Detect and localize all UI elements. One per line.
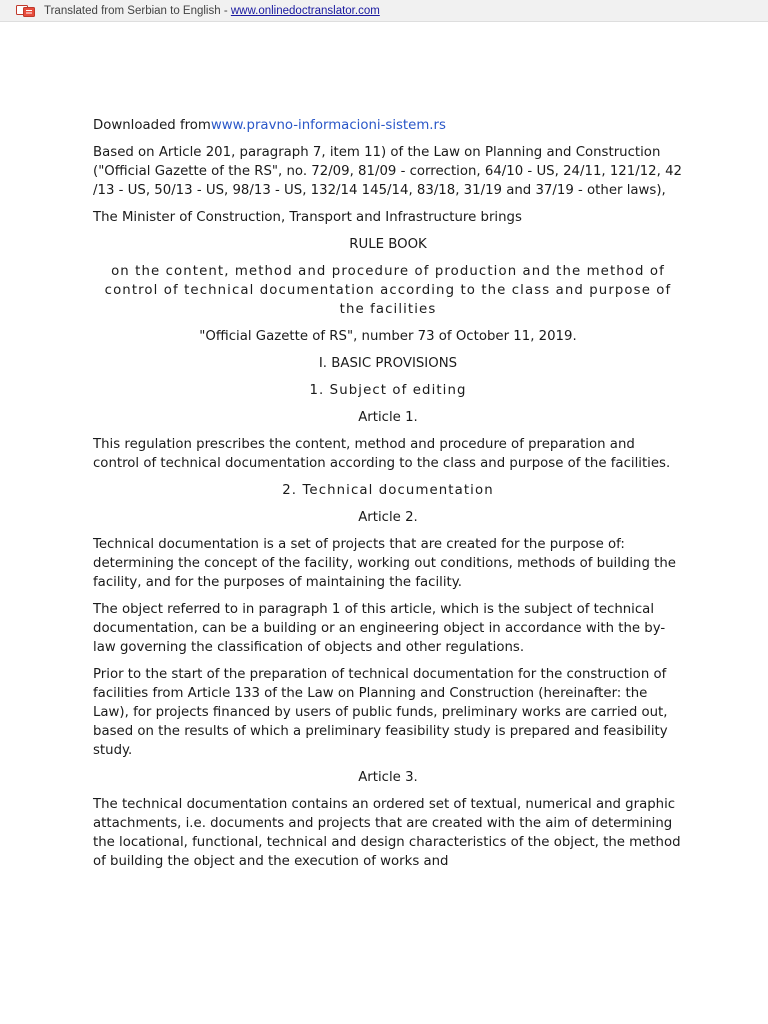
translator-logo-icon xyxy=(16,5,36,17)
source-link[interactable]: www.pravno-informacioni-sistem.rs xyxy=(210,118,446,133)
translator-link[interactable]: www.onlinedoctranslator.com xyxy=(230,4,380,17)
downloaded-from-label: Downloaded from xyxy=(93,118,211,133)
article-2-heading: Article 2. xyxy=(358,510,418,525)
translator-notice-text: Translated from Serbian to English - xyxy=(44,4,231,17)
subsection-heading-subject: 1. Subject of editing xyxy=(309,383,467,398)
article-2-paragraph-3: Prior to the start of the preparation of technical documentation for the construction of facilities from Article 133 of the Law on Planning and Construction (hereinafter: the Law), for projects financed by users of public funds, preliminary works are carried out, based on the results of which a preliminary feasibility study is prepared and feasibility study. xyxy=(93,667,668,758)
document-title: RULE BOOK xyxy=(349,237,427,252)
article-3-paragraph-1: The technical documentation contains an ordered set of textual, numerical and graphic attachments, i.e. documents and projects that are created with the aim of determining the locational, functional, technical and design characteristics of the object, the method of building the object and the execution of works and xyxy=(93,797,681,869)
minister-line: The Minister of Construction, Transport and Infrastructure brings xyxy=(93,210,522,225)
section-heading-basic-provisions: I. BASIC PROVISIONS xyxy=(318,356,458,371)
preamble-paragraph: Based on Article 201, paragraph 7, item 11) of the Law on Planning and Construction ("Official Gazette of the RS", no. 72/09, 81/09 - correction, 64/10 - US, 24/11, 121/12, 42 /13 - US, 50/13 - US, 98/13 - US, 132/14 145/14, 83/18, 31/19 and 37/19 - other laws), xyxy=(93,145,683,198)
downloaded-from-line xyxy=(93,116,683,135)
subsection-heading-technical-documentation: 2. Technical documentation xyxy=(282,483,494,498)
article-3-heading: Article 3. xyxy=(358,770,418,785)
translator-notice xyxy=(44,5,380,17)
document-subtitle: on the content, method and procedure of production and the method of control of technical documentation according to the class and purpose of the facilities xyxy=(104,264,672,317)
article-1-heading: Article 1. xyxy=(358,410,418,425)
article-2-paragraph-2: The object referred to in paragraph 1 of this article, which is the subject of technical documentation, can be a building or an engineering object in accordance with the by-law governing the classification of objects and other regulations. xyxy=(93,602,666,655)
translator-bar xyxy=(0,0,768,22)
document-body xyxy=(93,116,683,879)
article-1-paragraph-1: This regulation prescribes the content, method and procedure of preparation and control of technical documentation according to the class and purpose of the facilities. xyxy=(93,437,671,471)
article-2-paragraph-1: Technical documentation is a set of projects that are created for the purpose of: determining the concept of the facility, working out conditions, methods of building the facility, and for the purposes of maintaining the facility. xyxy=(93,537,676,590)
gazette-reference: "Official Gazette of RS", number 73 of October 11, 2019. xyxy=(199,329,577,344)
